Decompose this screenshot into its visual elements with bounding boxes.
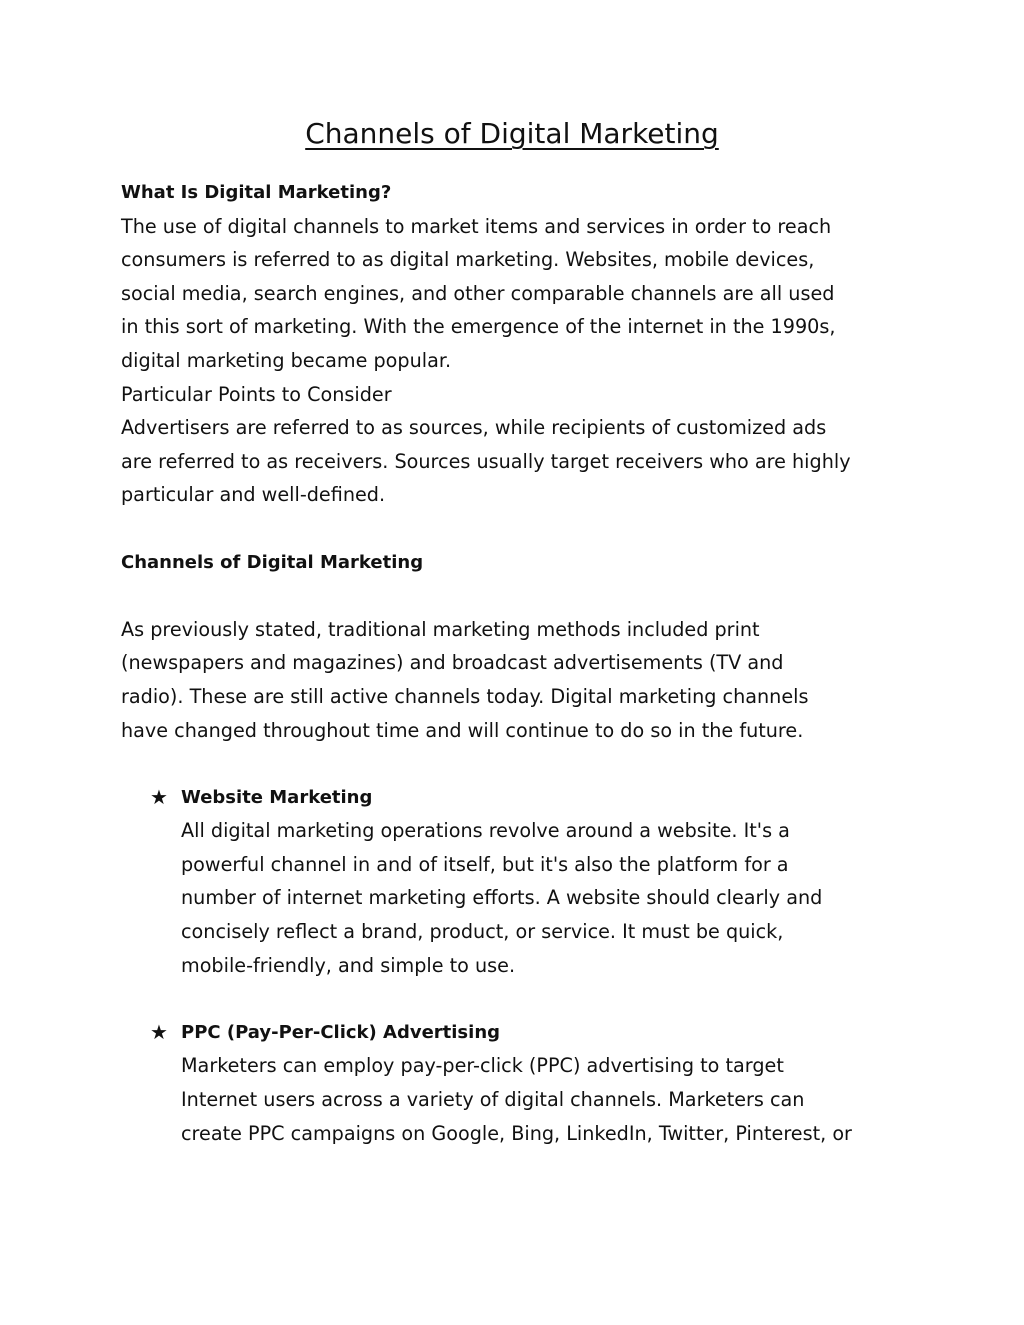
- spacer: [121, 579, 921, 613]
- paragraph-line: Advertisers are referred to as sources, while recipients of customized ads: [121, 416, 827, 440]
- bullet-line: All digital marketing operations revolve around a website. It's a: [181, 819, 790, 843]
- star-bullet-icon: ★: [150, 784, 168, 809]
- spacer: [121, 747, 921, 781]
- document-body: [121, 176, 921, 1150]
- page-title: Channels of Digital Marketing: [305, 117, 719, 150]
- section-heading-what-is: What Is Digital Marketing?: [121, 182, 392, 203]
- paragraph-line: digital marketing became popular.: [121, 348, 452, 372]
- section-heading-channels: Channels of Digital Marketing: [121, 551, 424, 573]
- paragraph-line: The use of digital channels to market items and services in order to reach: [121, 214, 832, 238]
- bullet-line: Marketers can employ pay-per-click (PPC) advertising to target: [181, 1054, 784, 1078]
- bullet-line: Internet users across a variety of digital channels. Marketers can: [181, 1088, 805, 1112]
- bullet-heading: Website Marketing: [181, 786, 373, 808]
- bullet-item-ppc-advertising: [121, 1016, 921, 1150]
- paragraph-line: in this sort of marketing. With the emergence of the internet in the 1990s,: [121, 315, 836, 339]
- paragraph-line: social media, search engines, and other comparable channels are all used: [121, 281, 835, 305]
- paragraph-line: are referred to as receivers. Sources usually target receivers who are highly: [121, 449, 851, 473]
- bullet-line: concisely reflect a brand, product, or service. It must be quick,: [181, 920, 784, 944]
- bullet-line: powerful channel in and of itself, but it's also the platform for a: [181, 852, 789, 876]
- paragraph-line: consumers is referred to as digital marketing. Websites, mobile devices,: [121, 248, 815, 272]
- star-bullet-icon: ★: [150, 1019, 168, 1044]
- bullet-heading: PPC (Pay-Per-Click) Advertising: [181, 1021, 501, 1043]
- spacer: [121, 982, 921, 1016]
- bullet-line: number of internet marketing efforts. A website should clearly and: [181, 886, 823, 910]
- paragraph-line: particular and well-defined.: [121, 483, 386, 507]
- paragraph-line: have changed throughout time and will continue to do so in the future.: [121, 718, 804, 742]
- bullet-item-website-marketing: [121, 781, 921, 983]
- bullet-line: create PPC campaigns on Google, Bing, LinkedIn, Twitter, Pinterest, or: [181, 1121, 852, 1145]
- paragraph-line: As previously stated, traditional marketing methods included print: [121, 617, 760, 641]
- paragraph-line: Particular Points to Consider: [121, 382, 392, 406]
- bullet-line: mobile-friendly, and simple to use.: [181, 953, 516, 977]
- paragraph-line: radio). These are still active channels today. Digital marketing channels: [121, 684, 809, 708]
- paragraph-line: (newspapers and magazines) and broadcast advertisements (TV and: [121, 651, 784, 675]
- spacer: [121, 512, 921, 546]
